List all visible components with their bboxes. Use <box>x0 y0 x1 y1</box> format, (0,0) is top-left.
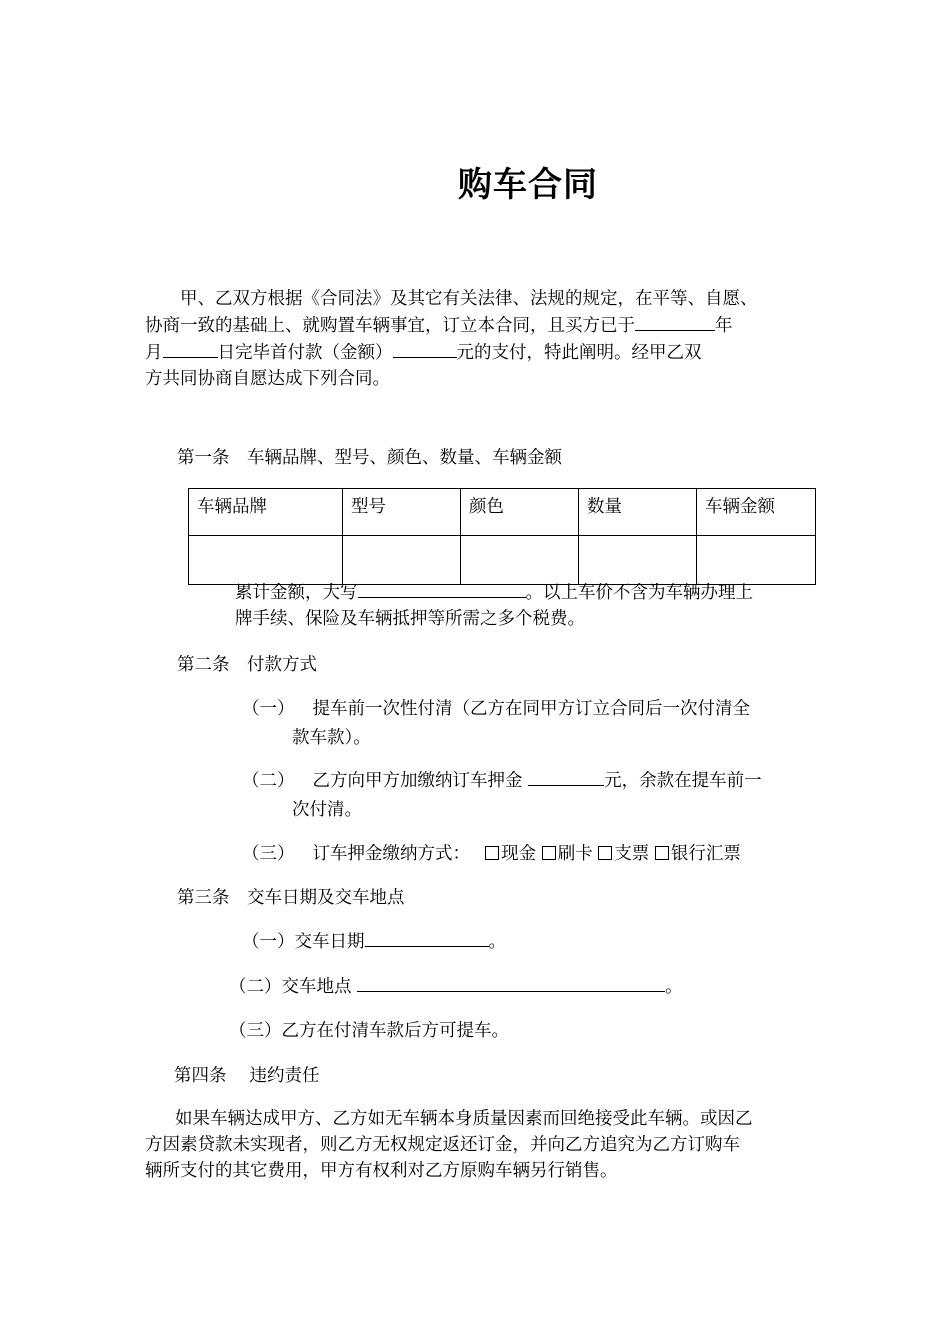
pickup-condition-line: （三）乙方在付清车款后方可提车。 <box>229 1021 509 1041</box>
year-blank[interactable] <box>635 312 715 331</box>
total-amount-paragraph: 累计金额，大写 。以上车价不含为车辆办理上 牌手续、保险及车辆抵押等所需之多个税费。 <box>235 579 815 632</box>
table-header-row <box>189 489 816 536</box>
cell-color[interactable] <box>461 536 579 585</box>
header-model: 型号 <box>343 489 461 536</box>
vehicle-table <box>188 488 816 585</box>
cell-quantity[interactable] <box>579 536 697 585</box>
article-2-heading: 第二条 付款方式 <box>177 655 317 675</box>
intro-line-1: 甲、乙双方根据《合同法》及其它有关法律、法规的规定，在平等、自愿、 <box>180 289 758 309</box>
payment-item-2: （二） 乙方向甲方加缴纳订车押金 元，余款在提车前一 次付清。 <box>242 767 812 825</box>
month-blank[interactable] <box>163 339 218 358</box>
table-row <box>189 536 816 585</box>
cell-model[interactable] <box>343 536 461 585</box>
card-checkbox[interactable] <box>542 846 556 860</box>
delivery-date-line: （一）交车日期 。 <box>242 928 506 957</box>
payment-item-3: （三） 订车押金缴纳方式： 现金 刷卡 支票 银行汇票 <box>242 844 741 864</box>
check-checkbox[interactable] <box>598 846 612 860</box>
article-1-heading: 第一条 车辆品牌、型号、颜色、数量、车辆金额 <box>177 448 562 468</box>
payment-item-1: （一） 提车前一次性付清（乙方在同甲方订立合同后一次付清全 款车款）。 <box>242 699 750 748</box>
intro-paragraph <box>145 286 810 392</box>
cash-checkbox[interactable] <box>485 846 499 860</box>
bank-draft-checkbox[interactable] <box>655 846 669 860</box>
intro-line-4: 方共同协商自愿达成下列合同。 <box>145 369 390 389</box>
cell-brand[interactable] <box>189 536 343 585</box>
header-quantity: 数量 <box>579 489 697 536</box>
delivery-place-blank[interactable] <box>357 973 665 992</box>
intro-line-2: 协商一致的基础上、就购置车辆事宜，订立本合同，且买方已于 年 <box>145 312 810 339</box>
header-brand: 车辆品牌 <box>189 489 343 536</box>
article-3-heading: 第三条 交车日期及交车地点 <box>177 888 405 908</box>
intro-line-3: 月 日完毕首付款（金额） 元的支付，特此阐明。经甲乙双 <box>145 339 810 366</box>
deposit-blank[interactable] <box>528 767 604 786</box>
header-color: 颜色 <box>461 489 579 536</box>
cell-amount[interactable] <box>697 536 816 585</box>
article-4-heading: 第四条 违约责任 <box>174 1066 320 1086</box>
down-payment-blank[interactable] <box>393 339 457 358</box>
delivery-place-line: （二）交车地点 。 <box>229 973 683 1002</box>
header-amount: 车辆金额 <box>697 489 816 536</box>
breach-paragraph: 如果车辆达成甲方、乙方如无车辆本身质量因素而回绝接受此车辆。或因乙 方因素贷款未实现者，则乙方无权规定返还订金，并向乙方追究为乙方订购车 辆所支付的其它费用，甲方有权利对乙方原购车辆另行销售。 <box>145 1109 753 1181</box>
delivery-date-blank[interactable] <box>365 928 489 947</box>
document-title: 购车合同 <box>458 165 598 205</box>
total-amount-blank[interactable] <box>358 579 526 598</box>
